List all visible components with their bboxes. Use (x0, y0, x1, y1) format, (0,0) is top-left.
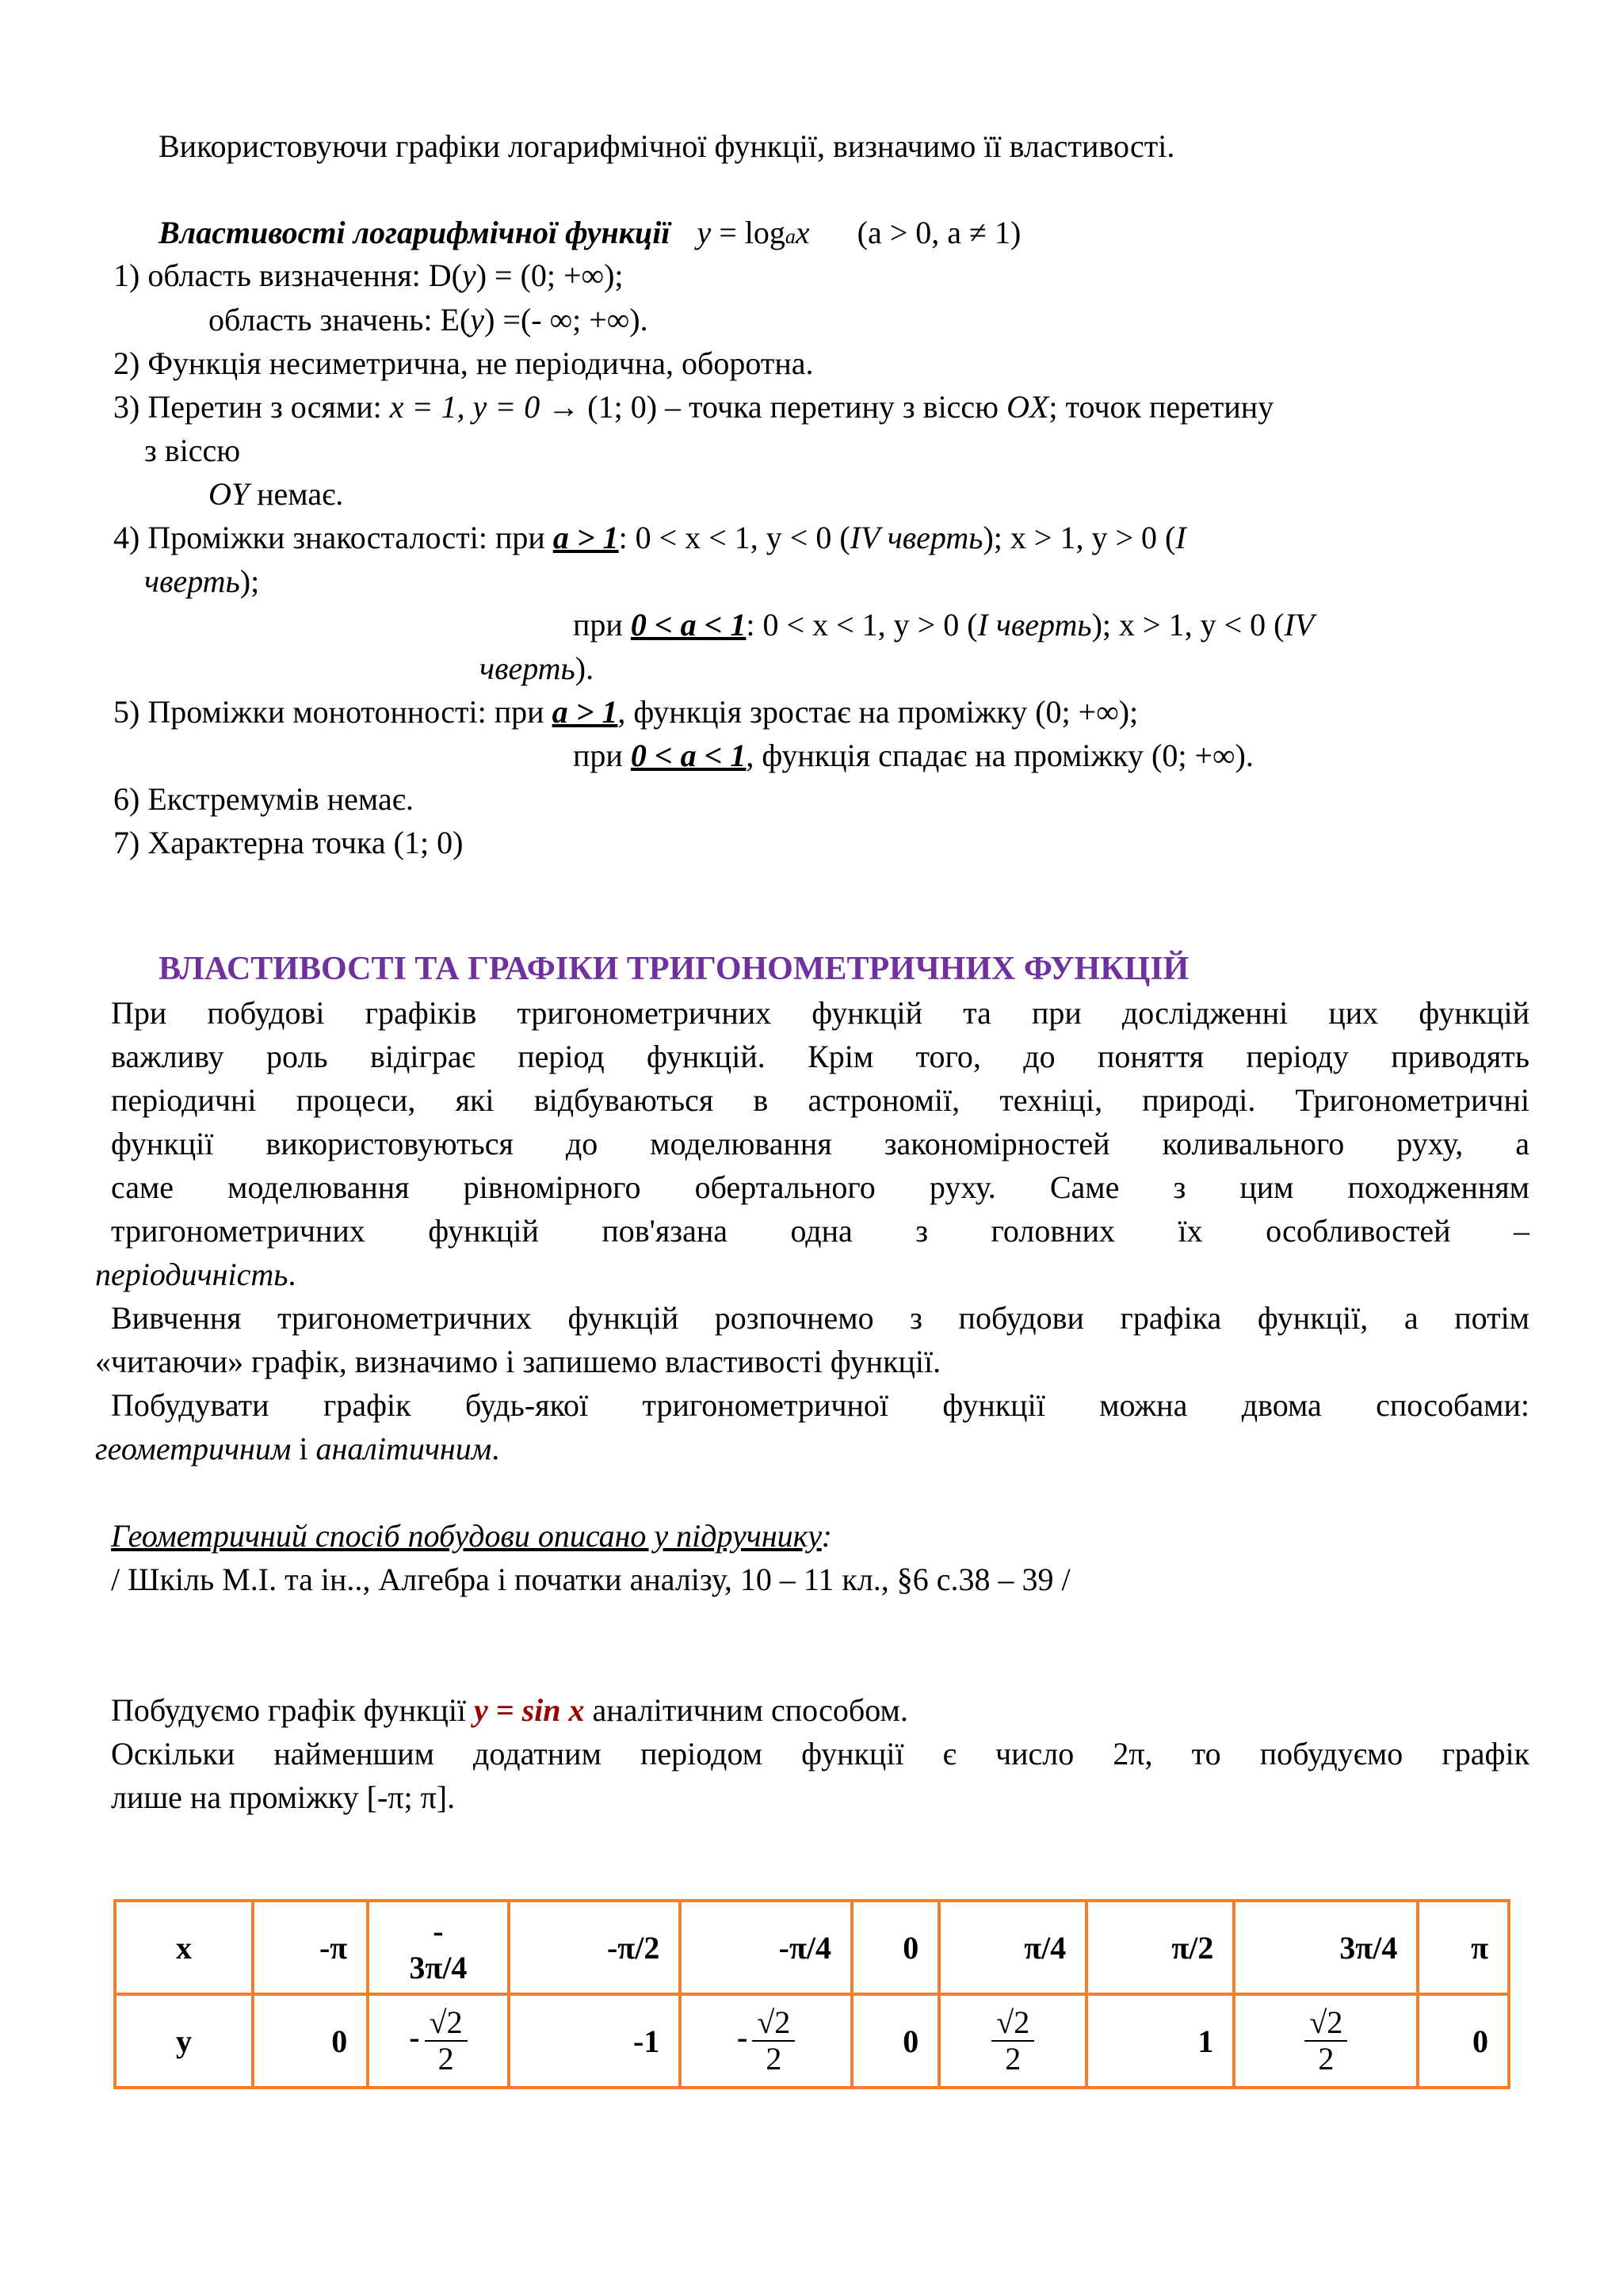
y-cell: - $\frac{√2}{2}$ (368, 1994, 508, 2088)
sin-function: y = sin x (474, 1692, 585, 1728)
x-cell: 3π/4 (1234, 1901, 1418, 1994)
para3-line1: Побудувати графік будь-якої тригонометричної функції можна двома способами: (111, 1387, 1529, 1423)
y-label: y (115, 1994, 253, 2088)
build-sentence: Побудуємо графік функції y = sin x аналітичним способом. (111, 1692, 908, 1728)
prop-6: 6) Екстремумів немає. (113, 781, 414, 817)
para1-line7: періодичність. (95, 1257, 296, 1292)
formula-eq: = log (711, 215, 785, 250)
formula-x: x (795, 215, 810, 250)
prop-1a: 1) область визначення: D(y) = (0; +∞); (113, 257, 624, 293)
para1-line2: важливу роль відіграє період функцій. Крім того, до поняття періоду приводять (111, 1039, 1529, 1074)
prop-4b: чверть); (144, 563, 260, 599)
para2-line2: «читаючи» графік, визначимо і запишемо властивості функції. (95, 1344, 941, 1379)
prop-4a: 4) Проміжки знакосталості: при a > 1: 0 < x < 1, y < 0 (IV чверть); x > 1, y > 0 (I (113, 520, 1186, 555)
para1-line4: функції використовуються до моделювання закономірностей коливального руху, а (111, 1126, 1529, 1161)
x-cell: -π/2 (509, 1901, 681, 1994)
x-cell: π (1418, 1901, 1509, 1994)
y-cell: 1 (1086, 1994, 1234, 2088)
geo-method-ref: / Шкіль М.І. та ін.., Алгебра і початки аналізу, 10 – 11 кл., §6 с.38 – 39 / (111, 1562, 1071, 1597)
section-heading: ВЛАСТИВОСТІ ТА ГРАФІКИ ТРИГОНОМЕТРИЧНИХ ФУНКЦІЙ (158, 951, 1190, 987)
log-props-title-line (158, 211, 1021, 258)
y-cell: $\frac{√2}{2}$ (939, 1994, 1086, 2088)
y-cell: -1 (509, 1994, 681, 2088)
x-cell: π/4 (939, 1901, 1086, 1994)
y-cell: 0 (253, 1994, 368, 2088)
prop-1b: область значень: E(y) =(- ∞; +∞). (208, 302, 648, 338)
para3-line2: геометричним і аналітичним. (95, 1431, 500, 1466)
prop-4c: при 0 < a < 1: 0 < x < 1, y > 0 (I чверть); x > 1, y < 0 (IV (573, 607, 1315, 643)
sin-values-table (113, 1899, 1510, 2089)
table-row-x (115, 1901, 1509, 1994)
prop-5a: 5) Проміжки монотонності: при a > 1, функція зростає на проміжку (0; +∞); (113, 694, 1139, 730)
x-cell: - 3π/4 (368, 1901, 508, 1994)
prop-5b: при 0 < a < 1, функція спадає на проміжку (0; +∞). (573, 738, 1254, 773)
formula-sub: a (785, 225, 796, 248)
prop-4d: чверть). (479, 650, 594, 686)
y-cell: 0 (852, 1994, 939, 2088)
prop-3b: з віссю (144, 433, 241, 468)
x-cell: 0 (852, 1901, 939, 1994)
y-cell: $\frac{√2}{2}$ (1234, 1994, 1418, 2088)
period-line2: лише на проміжку [-π; π]. (111, 1779, 456, 1815)
para1-line1: При побудові графіків тригонометричних функцій та при дослідженні цих функцій (111, 995, 1529, 1031)
formula-y: y (697, 215, 712, 250)
period-line1: Оскільки найменшим додатним періодом функції є число 2π, то побудуємо графік (111, 1736, 1529, 1772)
intro-text: Використовуючи графіки логарифмічної функції, визначимо її властивості. (158, 128, 1175, 164)
para1-line3: періодичні процеси, які відбуваються в астрономії, техніці, природі. Тригонометричні (111, 1082, 1529, 1118)
x-label: x (115, 1901, 253, 1994)
formula-condition: (a > 0, a ≠ 1) (857, 215, 1022, 250)
geo-method-title: Геометричний спосіб побудови описано у підручнику: (111, 1518, 832, 1554)
prop-3a: 3) Перетин з осями: x = 1, y = 0 → (1; 0) – точка перетину з віссю OX; точок перетину (113, 389, 1274, 425)
table-row-y (115, 1994, 1509, 2088)
para2-line1: Вивчення тригонометричних функцій розпочнемо з побудови графіка функції, а потім (111, 1300, 1529, 1336)
prop-2: 2) Функція несиметрична, не періодична, оборотна. (113, 345, 814, 381)
para1-line6: тригонометричних функцій пов'язана одна з головних їх особливостей – (111, 1213, 1529, 1249)
log-props-title: Властивості логарифмічної функції (158, 215, 670, 250)
prop-3c: OY немає. (208, 476, 344, 512)
x-cell: -π/4 (680, 1901, 852, 1994)
x-cell: -π (253, 1901, 368, 1994)
prop-7: 7) Характерна точка (1; 0) (113, 825, 464, 860)
para1-line5: саме моделювання рівномірного обертального руху. Саме з цим походженням (111, 1169, 1529, 1205)
y-cell: - $\frac{√2}{2}$ (680, 1994, 852, 2088)
x-cell: π/2 (1086, 1901, 1234, 1994)
y-cell: 0 (1418, 1994, 1509, 2088)
